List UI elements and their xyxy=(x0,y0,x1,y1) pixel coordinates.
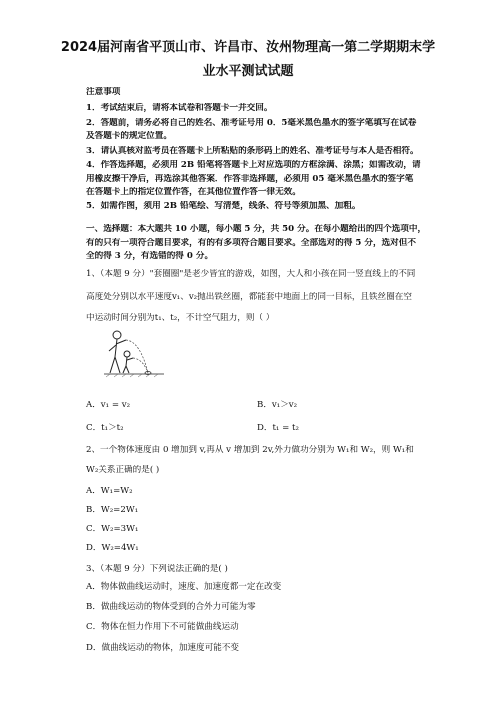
notice-line: 5．如需作图，须用 2B 铅笔绘、写清楚，线条、符号等须加黑、加粗。 xyxy=(86,201,361,211)
notice-line: 及答题卡的规定位置。 xyxy=(86,131,172,141)
q2-option-a: A．W₁=W₂ xyxy=(86,486,133,496)
q3-option-a: A．物体做曲线运动时，速度、加速度都一定在改变 xyxy=(86,582,282,592)
q2-stem-line: 2、一个物体速度由 0 增加到 v,再从 v 增加到 2v,外力做功分别为 W₁和 W₂，则 W₁和 xyxy=(86,445,414,455)
section1-line: 全的得 3 分，有选错的得 0 分。 xyxy=(86,251,214,261)
q3-option-c: C．物体在恒力作用下不可能做曲线运动 xyxy=(86,622,239,632)
q1-option-a: A．v₁ = v₂ xyxy=(86,400,131,410)
exam-title-line1: 2024届河南省平顶山市、许昌市、汝州物理高一第二学期期末学 xyxy=(60,40,436,55)
notice-line: 用橡皮擦干净后，再选涂其他答案．作答非选择题，必须用 05 毫米黑色墨水的签字笔 xyxy=(86,174,414,184)
q1-option-b: B．v₁＞v₂ xyxy=(257,400,298,410)
q1-stem-line: 1、（本题 9 分）"套圈圈"是老少皆宜的游戏，如图，大人和小孩在同一竖直线上的不同 xyxy=(86,269,416,279)
notice-line: 3．请认真核对监考员在答题卡上所粘贴的条形码上的姓名、准考证号与本人是否相符。 xyxy=(86,146,419,156)
exam-title-line2: 业水平测试试题 xyxy=(202,64,294,79)
q3-option-b: B．做曲线运动的物体受到的合外力可能为零 xyxy=(86,602,256,612)
q2-stem-line: W₂关系正确的是( ) xyxy=(86,465,160,475)
notice-line: 2．答题前，请务必将自己的姓名、准考证号用 0．5毫米黑色墨水的签字笔填写在试卷 xyxy=(86,118,417,128)
q2-option-c: C．W₂=3W₁ xyxy=(86,524,139,534)
q3-option-d: D．做曲线运动的物体，加速度可能不变 xyxy=(86,643,239,653)
notice-line: 4．作答选择题，必须用 2B 铅笔将答题卡上对应选项的方框涂满、涂黑；如需改动，请 xyxy=(86,160,421,170)
ring-toss-figure xyxy=(102,327,168,385)
q1-stem-line: 高度处分别以水平速度v₁、v₂抛出铁丝圈，都能套中地面上的同一目标，且铁丝圈在空 xyxy=(86,292,412,302)
q2-option-b: B．W₂=2W₁ xyxy=(86,505,139,515)
q1-stem-line: 中运动时间分别为t₁、t₂，不计空气阻力，则（ ） xyxy=(86,313,275,323)
notice-line: 在答题卡上的指定位置作答，在其他位置作答一律无效。 xyxy=(86,187,301,197)
q1-option-d: D．t₁ = t₂ xyxy=(257,423,299,433)
q2-option-d: D．W₂=4W₁ xyxy=(86,543,139,553)
section1-line: 有的只有一项符合题目要求，有的有多项符合题目要求。全部选对的得 5 分，选对但不 xyxy=(86,238,416,248)
q1-option-c: C．t₁＞t₂ xyxy=(86,423,124,433)
notice-line: 1．考试结束后，请将本试卷和答题卡一并交回。 xyxy=(86,103,273,113)
notice-heading: 注意事项 xyxy=(86,87,121,97)
q3-stem-line: 3、（本题 9 分）下列说法正确的是( ) xyxy=(86,564,228,574)
section1-line: 一、选择题：本大题共 10 小题，每小题 5 分，共 50 分。在每小题给出的四个选项中， xyxy=(86,224,426,234)
